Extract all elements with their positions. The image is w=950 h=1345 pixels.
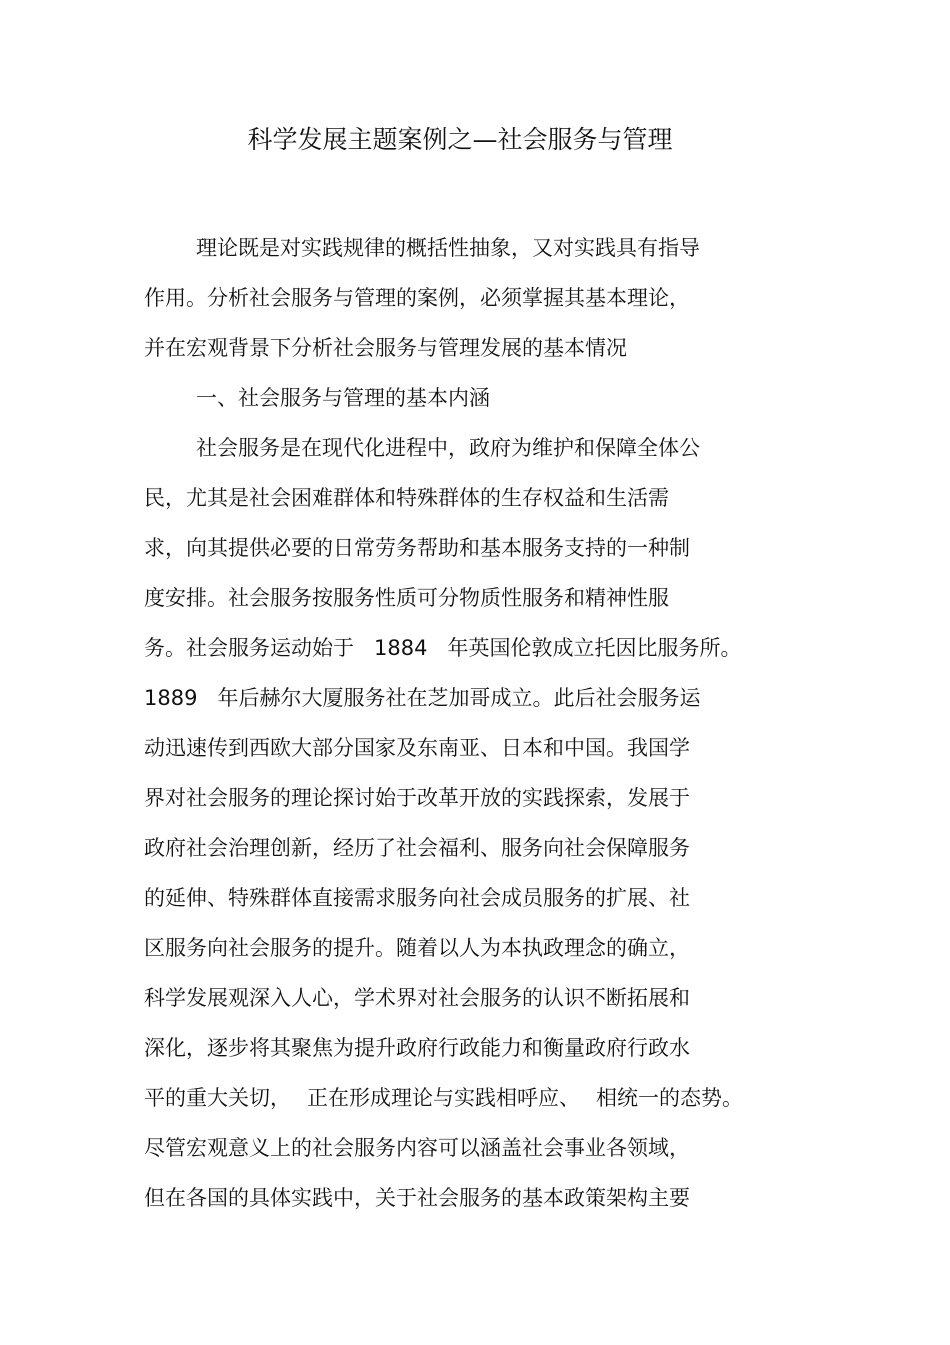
line-segment: 平的重大关切，	[144, 1086, 291, 1110]
paragraph-line: 作用。分析社会服务与管理的案例，必须掌握其基本理论，	[144, 286, 690, 310]
section-heading: 一、社会服务与管理的基本内涵	[196, 386, 490, 410]
document-body	[144, 230, 804, 1230]
paragraph-line: 社会服务是在现代化进程中，政府为维护和保障全体公	[196, 436, 700, 460]
paragraph-line: 理论既是对实践规律的概括性抽象，又对实践具有指导	[196, 236, 700, 260]
paragraph-line: 度安排。社会服务按服务性质可分物质性服务和精神性服	[144, 586, 669, 610]
paragraph-line: 但在各国的具体实践中，关于社会服务的基本政策架构主要	[144, 1186, 690, 1210]
paragraph-line: 界对社会服务的理论探讨始于改革开放的实践探索，发展于	[144, 786, 690, 810]
paragraph-line: 政府社会治理创新，经历了社会福利、服务向社会保障服务	[144, 836, 690, 860]
line-segment: 相统一的态势。	[596, 1086, 743, 1110]
paragraph-line	[144, 630, 804, 680]
line-segment: 务。社会服务运动始于	[144, 636, 354, 660]
line-segment: 年英国伦敦成立托因比服务所。	[447, 636, 742, 660]
paragraph-line: 民，尤其是社会困难群体和特殊群体的生存权益和生活需	[144, 486, 669, 510]
paragraph-line: 深化，逐步将其聚焦为提升政府行政能力和衡量政府行政水	[144, 1036, 690, 1060]
year-number: 1884	[374, 636, 428, 660]
paragraph-line: 的延伸、特殊群体直接需求服务向社会成员服务的扩展、社	[144, 886, 690, 910]
paragraph-line: 并在宏观背景下分析社会服务与管理发展的基本情况	[144, 336, 627, 360]
paragraph-line	[144, 1080, 804, 1130]
line-segment: 正在形成理论与实践相呼应、	[307, 1086, 580, 1110]
paragraph-line: 区服务向社会服务的提升。随着以人为本执政理念的确立，	[144, 936, 690, 960]
paragraph-line: 求，向其提供必要的日常劳务帮助和基本服务支持的一种制	[144, 536, 690, 560]
year-number: 1889	[144, 686, 198, 710]
paragraph-line	[144, 680, 804, 730]
paragraph-line: 尽管宏观意义上的社会服务内容可以涵盖社会事业各领域，	[144, 1136, 690, 1160]
paragraph-line: 动迅速传到西欧大部分国家及东南亚、日本和中国。我国学	[144, 736, 690, 760]
line-segment: 年后赫尔大厦服务社在芝加哥成立。此后社会服务运	[217, 686, 701, 710]
paragraph-line: 科学发展观深入人心，学术界对社会服务的认识不断拓展和	[144, 986, 690, 1010]
document-title: 科学发展主题案例之—社会服务与管理	[247, 125, 673, 154]
